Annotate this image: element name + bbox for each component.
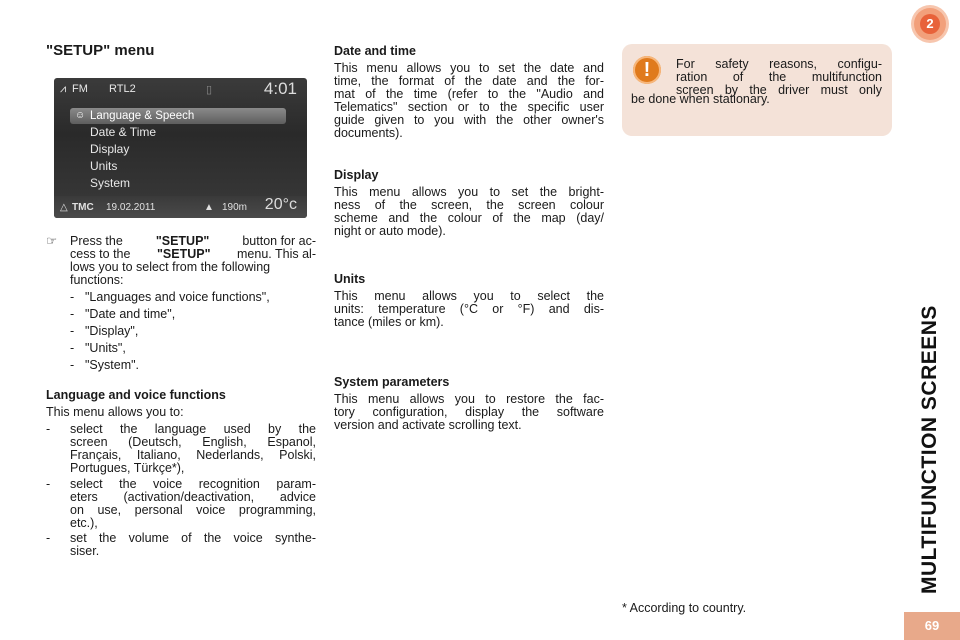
dash: - [70,290,75,304]
line: ration of the multifunction [676,70,882,84]
screen-bottom-bar [54,196,307,218]
screen-distance: 190m [222,202,248,213]
display-text [334,186,604,238]
line: guide given to you with the other owner's [334,113,604,127]
line: For safety reasons, configu- [676,57,882,71]
system-heading: System parameters [334,375,450,389]
date-time-heading: Date and time [334,44,416,58]
dash: - [70,358,75,372]
screen-menu-item: Units [90,159,118,173]
line: set the volume of the voice synthe- [70,531,316,545]
signal-icon: ⩘ [60,83,67,95]
line: tory configuration, display the software [334,405,604,419]
intro-text: Press the [70,234,123,248]
line: Portugues, Türkçe*), [70,461,185,475]
screen-date: 19.02.2011 [106,202,156,213]
screen-status-bar [54,78,307,100]
intro-text: lows you to select from the following [70,260,271,274]
exclamation-icon: ! [633,56,661,84]
line: select the language used by the [70,422,316,436]
chapter-badge [914,8,946,40]
speech-icon: ☺ [75,110,86,121]
screen-station: RTL2 [109,83,136,95]
line: select the voice recognition param- [70,477,316,491]
line: ness of the screen, the screen colour [334,198,604,212]
footnote: * According to country. [622,601,747,615]
language-intro: This menu allows you to: [46,405,184,419]
intro-paragraph [70,235,316,287]
list-item: "Languages and voice functions", [85,290,270,304]
intro-setup: "SETUP" [155,234,210,248]
line: This menu allows you to restore the fac- [334,392,604,406]
screen-temperature: 20°c [264,196,297,213]
dash: - [46,477,51,491]
screen-tmc: TMC [72,202,94,213]
line: documents). [334,126,403,140]
list-item: "Display", [85,324,139,338]
line: siser. [70,544,100,558]
line: version and activate scrolling text. [334,418,522,432]
line: Français, Italiano, Nederlands, Polski, [70,448,316,462]
screen-illustration [54,78,307,218]
line: This menu allows you to set the date and [334,61,604,75]
intro-text: functions: [70,273,124,287]
list-item: "Units", [85,341,126,355]
screen-menu-selected [70,108,286,124]
chapter-number: 2 [920,14,940,34]
navigation-arrow-icon: ▲ [204,202,214,213]
list-item: "Date and time", [85,307,176,321]
intro-text: menu. This al- [237,247,316,261]
display-heading: Display [334,168,379,182]
screen-menu-selected-label: Language & Speech [90,110,195,122]
line: scheme and the colour of the map (day/ [334,211,604,225]
language-item-3 [70,532,316,558]
screen-menu-item: System [90,176,131,190]
units-text [334,290,604,329]
screen-menu-item: Date & Time [90,125,157,139]
line: night or auto mode). [334,224,446,238]
line: units: temperature (°C or °F) and dis- [334,302,604,316]
screen-menu-item: Display [90,142,130,156]
dash: - [70,307,75,321]
hand-pointer-icon: ☞ [46,234,58,248]
language-item-2 [70,478,316,530]
line: time, the format of the date and the for- [334,74,604,88]
screen-band: FM [72,83,88,95]
intro-text: cess to the [70,247,131,261]
system-text [334,393,604,432]
dash: - [46,422,51,436]
intro-text: button for ac- [242,234,316,248]
line: etc.), [70,516,98,530]
line: eters (activation/deactivation, advice [70,490,316,504]
line: screen by the driver must only [676,83,882,97]
dash: - [70,341,75,355]
dash: - [46,531,51,545]
line: on use, personal voice programming, [70,503,316,517]
page-title: "SETUP" menu [46,42,155,59]
phone-icon: ▯ [206,84,213,96]
screen-clock: 4:01 [263,79,297,98]
line: This menu allows you to select the [334,289,604,303]
intro-setup: "SETUP" [156,247,211,261]
line: Telematics" section or to the specific user [334,100,604,114]
chapter-title: MULTIFUNCTION SCREENS [918,305,941,594]
date-time-text [334,62,604,140]
page-number: 69 [904,612,960,640]
warning-text-last: be done when stationary. [631,92,770,106]
warning-triangle-icon: △ [60,202,68,213]
line: mat of the time (refer to the "Audio and [334,87,604,101]
list-item: "System". [85,358,140,372]
language-heading: Language and voice functions [46,388,226,402]
dash: - [70,324,75,338]
line: tance (miles or km). [334,315,444,329]
line: screen (Deutsch, English, Espanol, [70,435,316,449]
language-item-1 [70,423,316,475]
line: This menu allows you to set the bright- [334,185,604,199]
units-heading: Units [334,272,366,286]
